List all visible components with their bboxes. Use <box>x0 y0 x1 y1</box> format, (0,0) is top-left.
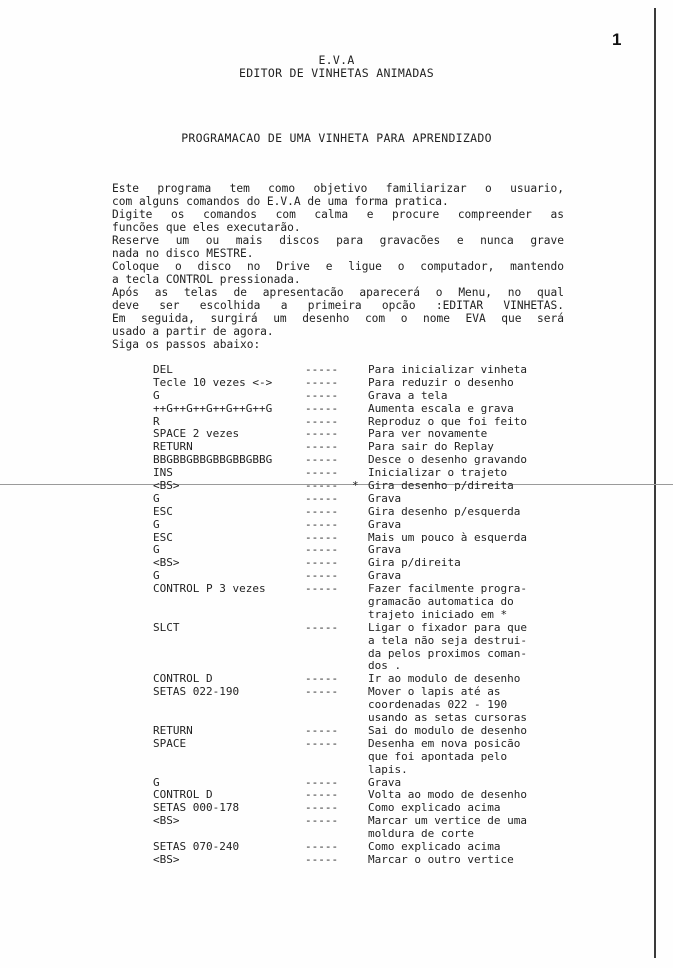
step-command: ++G++G++G++G++G++G <box>153 401 273 415</box>
step-description <box>368 583 563 622</box>
step-separator: ----- <box>305 427 339 441</box>
step-description <box>368 738 563 777</box>
step-row <box>153 454 573 467</box>
step-command: SPACE 2 vezes <box>153 427 240 441</box>
step-description-line: lapis. <box>368 762 408 776</box>
step-description-line: Reproduz o que foi feito <box>368 414 527 428</box>
step-command: G <box>153 775 160 789</box>
step-description-line: Marcar um vertice de uma <box>368 814 527 828</box>
intro-line: Reserve um ou mais discos para gravacões e nunca grave <box>112 234 564 247</box>
step-row <box>153 544 573 557</box>
step-separator: ----- <box>305 569 339 583</box>
step-command: <BS> <box>153 556 180 570</box>
step-description-line: Mover o lapis até as <box>368 685 501 699</box>
step-description <box>368 815 563 841</box>
step-description-line: a tela não seja destrui- <box>368 633 527 647</box>
step-command: <BS> <box>153 852 180 866</box>
step-description-line: Inicializar o trajeto <box>368 466 508 480</box>
intro-line: a tecla CONTROL pressionada. <box>112 273 301 286</box>
intro-paragraph <box>112 182 564 351</box>
step-description-line: Fazer facilmente progra- <box>368 582 527 596</box>
step-command: G <box>153 569 160 583</box>
step-row <box>153 428 573 441</box>
step-command: RETURN <box>153 723 193 737</box>
step-separator: ----- <box>305 479 339 493</box>
step-separator: ----- <box>305 556 339 570</box>
step-separator: ----- <box>305 453 339 467</box>
section-title: PROGRAMACAO DE UMA VINHETA PARA APRENDIZADO <box>181 131 492 145</box>
step-command: <BS> <box>153 814 180 828</box>
page-edge-line <box>654 8 656 958</box>
step-command: DEL <box>153 363 173 376</box>
step-command: Tecle 10 vezes <-> <box>153 375 273 389</box>
step-description-line: Marcar o outro vertice <box>368 852 514 866</box>
intro-line: nada no disco MESTRE. <box>112 247 254 260</box>
step-command: SPACE <box>153 736 187 750</box>
step-description-line: Grava a tela <box>368 388 448 402</box>
step-separator: ----- <box>305 388 339 402</box>
step-description-line: Para sair do Replay <box>368 440 494 454</box>
step-separator: ----- <box>305 401 339 415</box>
step-row <box>153 815 573 841</box>
step-separator: ----- <box>305 685 339 699</box>
step-row <box>153 377 573 390</box>
page-number: 1 <box>612 30 622 49</box>
step-description-line: Desenha em nova posicão <box>368 736 521 750</box>
step-description <box>368 841 563 854</box>
step-command: ESC <box>153 504 173 518</box>
step-command: RETURN <box>153 440 193 454</box>
step-separator: ----- <box>305 839 339 853</box>
step-description <box>368 519 563 532</box>
step-row <box>153 725 573 738</box>
step-row <box>153 583 573 622</box>
step-description-line: Como explicado acima <box>368 801 501 815</box>
step-row <box>153 390 573 403</box>
step-command: SLCT <box>153 620 180 634</box>
step-command: <BS> <box>153 479 180 493</box>
step-description-line: moldura de corte <box>368 827 474 841</box>
step-description-line: Mais um pouco à esquerda <box>368 530 527 544</box>
step-row <box>153 519 573 532</box>
step-description-line: Grava <box>368 775 402 789</box>
document-subtitle: EDITOR DE VINHETAS ANIMADAS <box>238 66 435 80</box>
step-separator: ----- <box>305 363 339 376</box>
step-separator: ----- <box>305 543 339 557</box>
intro-line: Após as telas de apresentacão aparecerá o Menu, no qual <box>112 286 564 299</box>
step-description-line: Gira desenho p/esquerda <box>368 504 521 518</box>
step-separator: ----- <box>305 620 339 634</box>
step-separator: ----- <box>305 375 339 389</box>
step-command: SETAS 000-178 <box>153 801 240 815</box>
step-command: CONTROL D <box>153 788 213 802</box>
step-separator: ----- <box>305 504 339 518</box>
document-title: E.V.A <box>318 53 355 67</box>
step-description-line: Como explicado acima <box>368 839 501 853</box>
step-description-line: Desce o desenho gravando <box>368 453 527 467</box>
step-row <box>153 364 573 377</box>
step-command: SETAS 070-240 <box>153 839 240 853</box>
step-description-line: Ir ao modulo de desenho <box>368 672 521 686</box>
step-description-line: Grava <box>368 517 402 531</box>
step-description-line: Grava <box>368 569 402 583</box>
step-command: ESC <box>153 530 173 544</box>
intro-line: Coloque o disco no Drive e ligue o computador, mantendo <box>112 260 564 273</box>
step-row <box>153 854 573 867</box>
step-description-line: dos . <box>368 659 402 673</box>
step-description-line: Para reduzir o desenho <box>368 375 514 389</box>
step-description-line: Para ver novamente <box>368 427 488 441</box>
step-description <box>368 854 563 867</box>
step-separator: ----- <box>305 801 339 815</box>
step-command: INS <box>153 466 173 480</box>
step-separator: ----- <box>305 736 339 750</box>
step-row <box>153 841 573 854</box>
step-description <box>368 480 563 493</box>
step-description-line: Grava <box>368 543 402 557</box>
step-description-line: que foi apontada pelo <box>368 749 508 763</box>
step-description <box>368 686 563 725</box>
step-row <box>153 493 573 506</box>
step-description <box>368 725 563 738</box>
step-row <box>153 557 573 570</box>
step-description <box>368 622 563 674</box>
step-description-line: Volta ao modo de desenho <box>368 788 527 802</box>
step-description-line: usando as setas cursoras <box>368 711 527 725</box>
step-description <box>368 493 563 506</box>
step-separator: ----- <box>305 852 339 866</box>
step-description-line: Gira p/direita <box>368 556 461 570</box>
step-description <box>368 364 563 377</box>
step-separator: ----- <box>305 775 339 789</box>
step-row <box>153 480 573 493</box>
step-separator: ----- <box>305 491 339 505</box>
step-command: CONTROL P 3 vezes <box>153 582 266 596</box>
step-command: BBGBBGBBGBBGBBGBBG <box>153 453 273 467</box>
step-row <box>153 532 573 545</box>
intro-line: com alguns comandos do E.V.A de uma forma pratica. <box>112 195 449 208</box>
step-separator: ----- <box>305 530 339 544</box>
step-command: G <box>153 388 160 402</box>
step-command: G <box>153 543 160 557</box>
intro-line: Este programa tem como objetivo familiarizar o usuario, <box>112 182 564 195</box>
step-separator: ----- <box>305 466 339 480</box>
step-row <box>153 403 573 416</box>
step-description-line: Grava <box>368 491 402 505</box>
steps-list <box>153 364 573 867</box>
step-command: CONTROL D <box>153 672 213 686</box>
step-row <box>153 506 573 519</box>
step-description <box>368 506 563 519</box>
step-description-line: Gira desenho p/direita <box>368 479 514 493</box>
step-description-line: Para inicializar vinheta <box>368 363 527 376</box>
step-row <box>153 622 573 674</box>
step-description-line: Aumenta escala e grava <box>368 401 514 415</box>
step-command: SETAS 022-190 <box>153 685 240 699</box>
step-separator: ----- <box>305 723 339 737</box>
step-command: R <box>153 414 160 428</box>
step-description-line: Sai do modulo de desenho <box>368 723 527 737</box>
intro-line: Digite os comandos com calma e procure compreender as <box>112 208 564 221</box>
step-command: G <box>153 517 160 531</box>
step-separator: ----- <box>305 672 339 686</box>
intro-line: deve ser escolhida a primeira opcão :EDITAR VINHETAS. <box>112 299 564 312</box>
intro-line: funcões que eles executarão. <box>112 221 301 234</box>
step-marker: * <box>352 479 359 493</box>
step-description-line: Ligar o fixador para que <box>368 620 527 634</box>
step-separator: ----- <box>305 440 339 454</box>
intro-line: usado a partir de agora. <box>112 325 274 338</box>
step-command: G <box>153 491 160 505</box>
step-description <box>368 377 563 390</box>
step-separator: ----- <box>305 414 339 428</box>
step-description <box>368 390 563 403</box>
step-separator: ----- <box>305 814 339 828</box>
step-row <box>153 738 573 777</box>
step-separator: ----- <box>305 517 339 531</box>
step-row <box>153 686 573 725</box>
step-separator: ----- <box>305 582 339 596</box>
step-description-line: da pelos proximos coman- <box>368 646 527 660</box>
step-description-line: gramacão automatica do <box>368 595 514 609</box>
step-description-line: coordenadas 022 - 190 <box>368 698 508 712</box>
intro-line: Siga os passos abaixo: <box>112 338 261 351</box>
intro-line: Em seguida, surgirá um desenho com o nome EVA que será <box>112 312 564 325</box>
step-description-line: trajeto iniciado em * <box>368 607 508 621</box>
step-separator: ----- <box>305 788 339 802</box>
step-description <box>368 403 563 416</box>
